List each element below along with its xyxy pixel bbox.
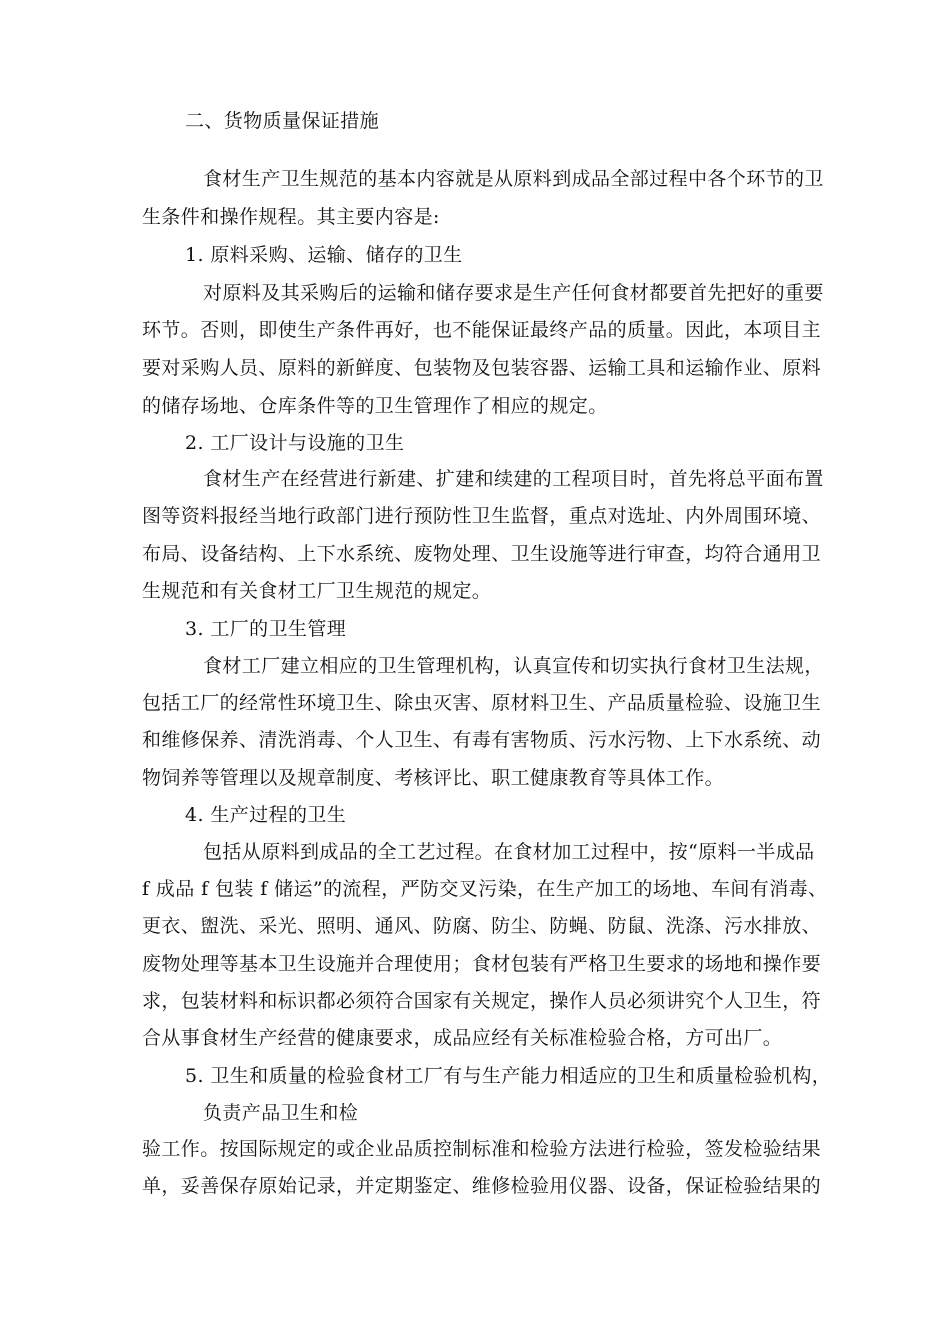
paragraph-line: 食材生产在经营进行新建、扩建和续建的工程项目时，首先将总平面布置 [203,468,824,490]
intro-line: 生条件和操作规程。其主要内容是: [142,206,440,228]
paragraph-line: 的储存场地、仓库条件等的卫生管理作了相应的规定。 [142,395,608,417]
paragraph-line: 验工作。按国际规定的或企业品质控制标准和检验方法进行检验，签发检验结果 [142,1138,822,1160]
section-heading: 二、货物质量保证措施 [185,110,380,132]
paragraph-line: 布局、设备结构、上下水系统、废物处理、卫生设施等进行审查，均符合通用卫 [142,543,822,565]
paragraph-line: 合从事食材生产经营的健康要求，成品应经有关标准检验合格，方可出厂。 [142,1027,783,1049]
paragraph-line: 包括从原料到成品的全工艺过程。在食材加工过程中，按“原料一半成品 [203,841,815,863]
paragraph-line: 废物处理等基本卫生设施并合理使用；食材包装有严格卫生要求的场地和操作要 [142,953,822,975]
paragraph-line: 食材工厂建立相应的卫生管理机构，认真宣传和切实执行食材卫生法规， [203,655,824,677]
paragraph-line: f 成品 f 包装 f 储运”的流程，严防交叉污染，在生产加工的场地、车间有消毒、 [142,878,828,900]
paragraph-line: 和维修保养、清洗消毒、个人卫生、有毒有害物质、污水污物、上下水系统、动 [142,729,822,751]
paragraph-line: 对原料及其采购后的运输和储存要求是生产任何食材都要首先把好的重要 [203,282,824,304]
paragraph-line: 负责产品卫生和检 [203,1102,359,1124]
paragraph-line: 包括工厂的经常性环境卫生、除虫灭害、原材料卫生、产品质量检验、设施卫生 [142,692,822,714]
list-item-title: 5. 卫生和质量的检验食材工厂有与生产能力相适应的卫生和质量检验机构， [185,1065,832,1087]
intro-line: 食材生产卫生规范的基本内容就是从原料到成品全部过程中各个环节的卫 [203,168,824,190]
paragraph-line: 图等资料报经当地行政部门进行预防性卫生监督，重点对选址、内外周围环境、 [142,505,822,527]
list-item-title: 3. 工厂的卫生管理 [185,618,347,640]
paragraph-line: 求，包装材料和标识都必须符合国家有关规定，操作人员必须讲究个人卫生，符 [142,990,822,1012]
paragraph-line: 要对采购人员、原料的新鲜度、包装物及包装容器、运输工具和运输作业、原料 [142,357,822,379]
paragraph-line: 物饲养等管理以及规章制度、考核评比、职工健康教育等具体工作。 [142,767,725,789]
paragraph-line: 单，妥善保存原始记录，并定期鉴定、维修检验用仪器、设备，保证检验结果的 [142,1175,822,1197]
paragraph-line: 生规范和有关食材工厂卫生规范的规定。 [142,580,492,602]
paragraph-line: 环节。否则，即使生产条件再好，也不能保证最终产品的质量。因此，本项目主 [142,319,822,341]
list-item-title: 4. 生产过程的卫生 [185,804,347,826]
paragraph-line: 更衣、盥洗、采光、照明、通风、防腐、防尘、防蝇、防鼠、洗涤、污水排放、 [142,915,822,937]
list-item-title: 2. 工厂设计与设施的卫生 [185,432,405,454]
list-item-title: 1. 原料采购、运输、储存的卫生 [185,244,463,266]
